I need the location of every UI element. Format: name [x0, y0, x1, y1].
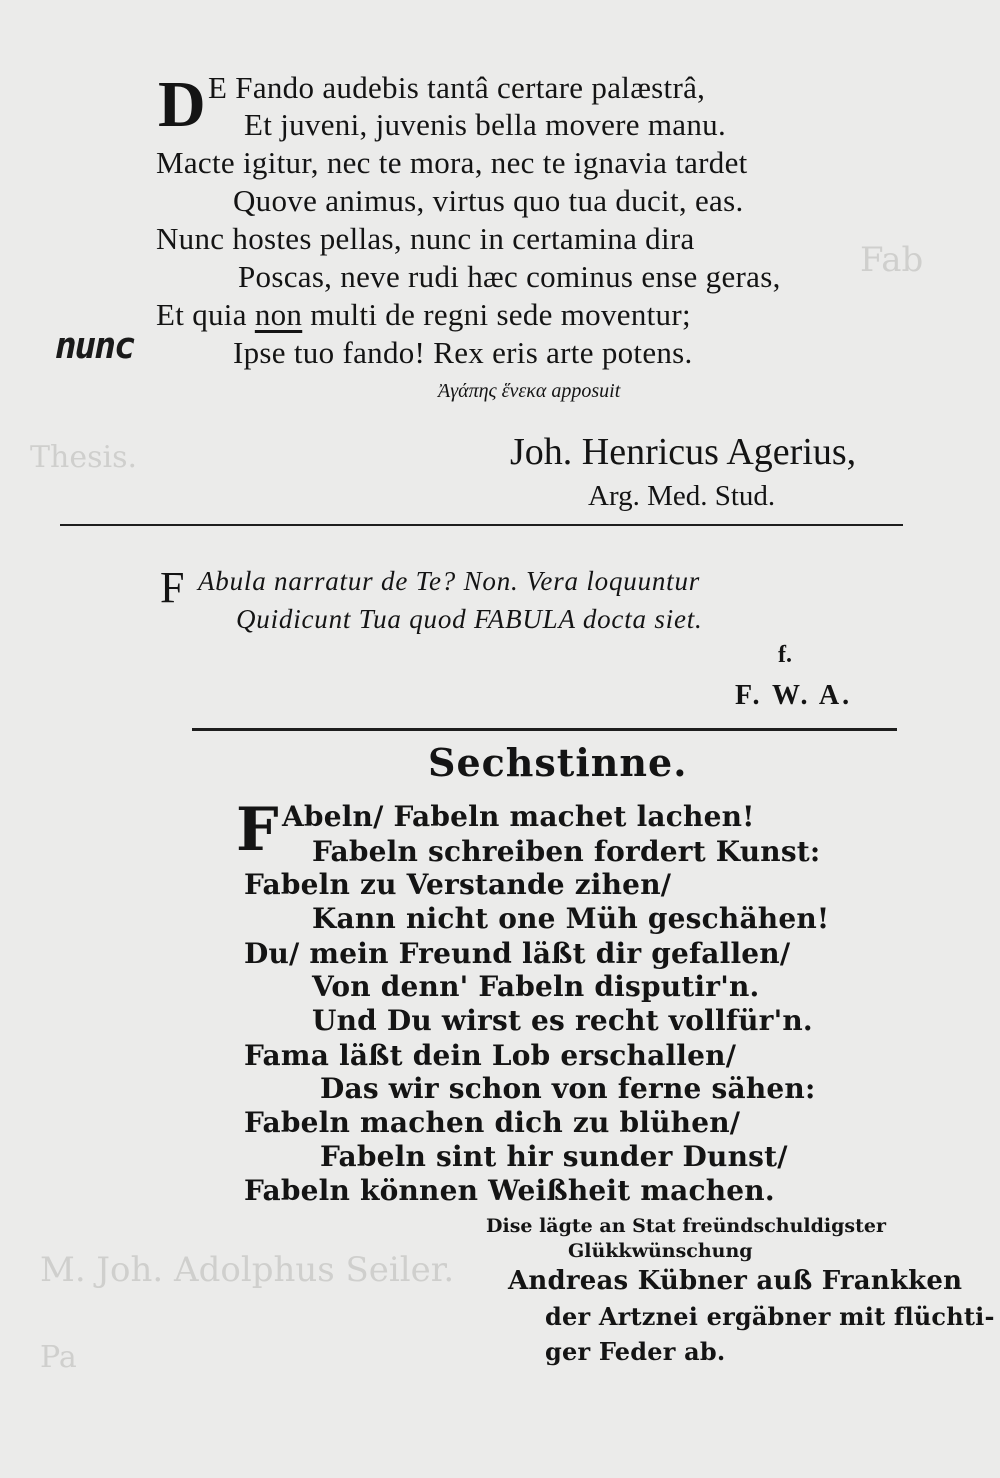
signature-name: Joh. Henricus Agerius, [510, 431, 857, 473]
poem-line-8: Ipse tuo fando! Rex eris arte potens. [233, 335, 693, 370]
verse-line-5: Du/ mein Freund läßt dir gefallen/ [244, 937, 791, 970]
author-line-2: der Artznei ergäbner mit flüchti- [545, 1302, 995, 1331]
verse-line-7: Und Du wirst es recht vollfür'n. [312, 1004, 813, 1037]
epigram-line-2: Quidicunt Tua quod FABULA docta siet. [236, 604, 703, 634]
verse-line-8: Fama läßt dein Lob erschallen/ [244, 1039, 737, 1072]
verse-line-1: Abeln/ Fabeln machet lachen! [282, 800, 755, 833]
show-through-text: Fab [860, 240, 924, 280]
poem-line-2: Et juveni, juvenis bella movere manu. [244, 107, 727, 142]
verse-line-6: Von denn' Fabeln disputir'n. [312, 970, 760, 1003]
verse-line-10: Fabeln machen dich zu blühen/ [244, 1106, 741, 1139]
epigram-line-1: Abula narratur de Te? Non. Vera loquuntur [198, 566, 701, 596]
dedication-line-2: Glükkwünschung [568, 1240, 753, 1262]
poem-line-6: Poscas, neve rudi hæc cominus ense geras, [238, 259, 781, 294]
poem-line-7 [156, 297, 691, 333]
poem-line-7-end: multi de regni sede moventur; [302, 297, 691, 332]
verse-line-4: Kann nicht one Müh geschähen! [312, 902, 830, 935]
dropcap-f: F [160, 563, 185, 612]
epigram-mark: f. [778, 642, 792, 668]
poem-line-5: Nunc hostes pellas, nunc in certamina dira [156, 221, 695, 256]
show-through-text: M. Joh. Adolphus Seiler. [40, 1250, 455, 1290]
apposuit-line: Ἀγάπης ἕνεκα apposuit [438, 380, 621, 402]
show-through-text: Thesis. [30, 440, 138, 475]
dedication-line-1: Dise lägte an Stat freündschuldigster [486, 1215, 886, 1237]
divider-rule [60, 524, 903, 526]
underlined-word: non [254, 297, 303, 332]
poem-line-1: E Fando audebis tantâ certare palæstrâ, [208, 70, 706, 105]
epigram-signature: F. W. A. [735, 680, 853, 711]
poem-line-3: Macte igitur, nec te mora, nec te ignavia tardet [156, 145, 748, 180]
author-line-1: Andreas Kübner auß Frankken [508, 1266, 963, 1296]
verse-line-11: Fabeln sint hir sunder Dunst/ [320, 1140, 788, 1173]
dropcap-d: D [158, 68, 206, 141]
verse-line-2: Fabeln schreiben fordert Kunst: [312, 835, 821, 868]
verse-line-12: Fabeln können Weißheit machen. [244, 1174, 775, 1207]
dropcap-f: F [236, 795, 279, 865]
poem-line-4: Quove animus, virtus quo tua ducit, eas. [233, 183, 744, 218]
divider-rule [192, 728, 897, 731]
poem-line-7-start: Et quia [156, 297, 255, 332]
signature-title: Arg. Med. Stud. [588, 480, 776, 512]
handwritten-margin-note: nunc [55, 326, 134, 367]
verse-line-3: Fabeln zu Verstande zihen/ [244, 868, 672, 901]
verse-line-9: Das wir schon von ferne sähen: [320, 1072, 816, 1105]
poem-heading: Sechstinne. [428, 740, 688, 785]
author-line-3: ger Feder ab. [545, 1337, 726, 1366]
show-through-text: Pa [40, 1340, 77, 1375]
